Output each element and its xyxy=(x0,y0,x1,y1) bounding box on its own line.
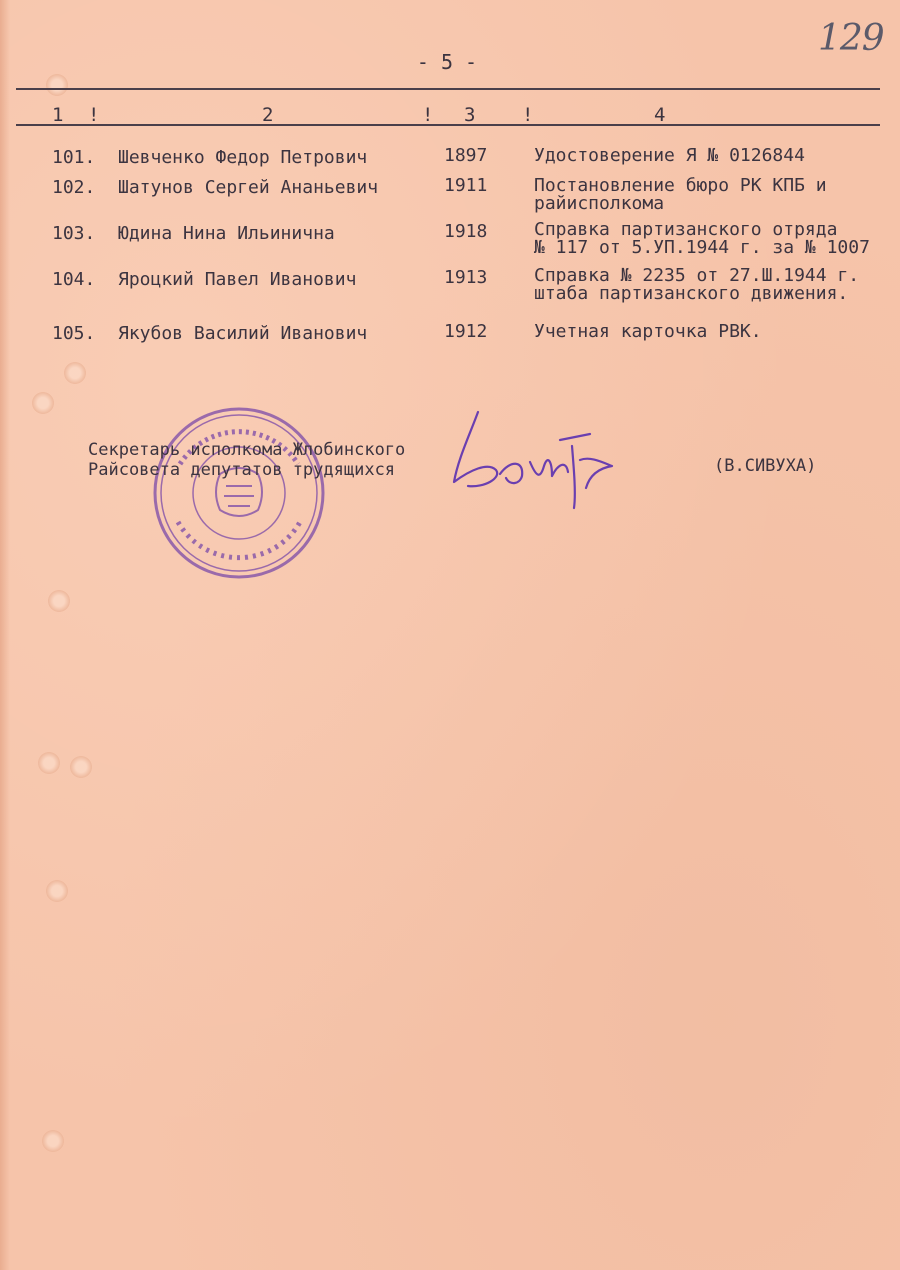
signature-title-line: Секретарь исполкома Жлобинского xyxy=(88,440,406,460)
document-text: штаба партизанского движения. xyxy=(534,283,849,304)
handwritten-signature-icon xyxy=(440,404,630,514)
column-separator: ! xyxy=(522,104,534,126)
column-header-4: 4 xyxy=(654,104,666,126)
document-text: Справка № 2235 от 27.Ш.1944 г. xyxy=(534,265,860,286)
birth-year: 1913 xyxy=(444,267,488,288)
column-header-3: 3 xyxy=(464,104,476,126)
row-number: 103. xyxy=(52,223,96,244)
punch-hole-mark xyxy=(70,756,92,778)
page-number: - 5 - xyxy=(416,50,478,74)
official-stamp-icon xyxy=(150,404,328,582)
row-number: 104. xyxy=(52,269,96,290)
birth-year: 1912 xyxy=(444,321,488,342)
archive-page-number: 129 xyxy=(818,18,884,59)
document-text: Постановление бюро РК КПБ и xyxy=(534,175,827,196)
row-number: 102. xyxy=(52,177,96,198)
signature-title xyxy=(88,440,405,480)
document-text: райисполкома xyxy=(534,193,665,214)
punch-hole-mark xyxy=(46,880,68,902)
person-name: Юдина Нина Ильинична xyxy=(118,223,335,244)
punch-hole-mark xyxy=(38,752,60,774)
row-number: 101. xyxy=(52,147,96,168)
punch-hole-mark xyxy=(32,392,54,414)
document-text: Удостоверение Я № 0126844 xyxy=(534,145,805,166)
person-name: Шевченко Федор Петрович xyxy=(118,147,368,168)
document-text: Учетная карточка РВК. xyxy=(534,321,762,342)
birth-year: 1897 xyxy=(444,145,488,166)
column-header-1: 1 xyxy=(52,104,64,126)
document-text: № 117 от 5.УП.1944 г. за № 1007 xyxy=(534,237,870,258)
person-name: Шатунов Сергей Ананьевич xyxy=(118,177,379,198)
signature-title-line: Райсовета депутатов трудящихся xyxy=(88,460,396,480)
punch-hole-mark xyxy=(64,362,86,384)
birth-year: 1918 xyxy=(444,221,488,242)
person-name: Якубов Василий Иванович xyxy=(118,323,368,344)
signatory-name: (В.СИВУХА) xyxy=(714,456,817,476)
column-header-2: 2 xyxy=(262,104,274,126)
column-separator: ! xyxy=(88,104,100,126)
document-text: Справка партизанского отряда xyxy=(534,219,838,240)
punch-hole-mark xyxy=(48,590,70,612)
birth-year: 1911 xyxy=(444,175,488,196)
person-name: Яроцкий Павел Иванович xyxy=(118,269,357,290)
table-header-rule xyxy=(16,124,880,126)
row-number: 105. xyxy=(52,323,96,344)
table-top-rule xyxy=(16,88,880,90)
punch-hole-mark xyxy=(42,1130,64,1152)
column-separator: ! xyxy=(422,104,434,126)
punch-hole-mark xyxy=(46,74,68,96)
paper-edge xyxy=(0,0,10,1270)
